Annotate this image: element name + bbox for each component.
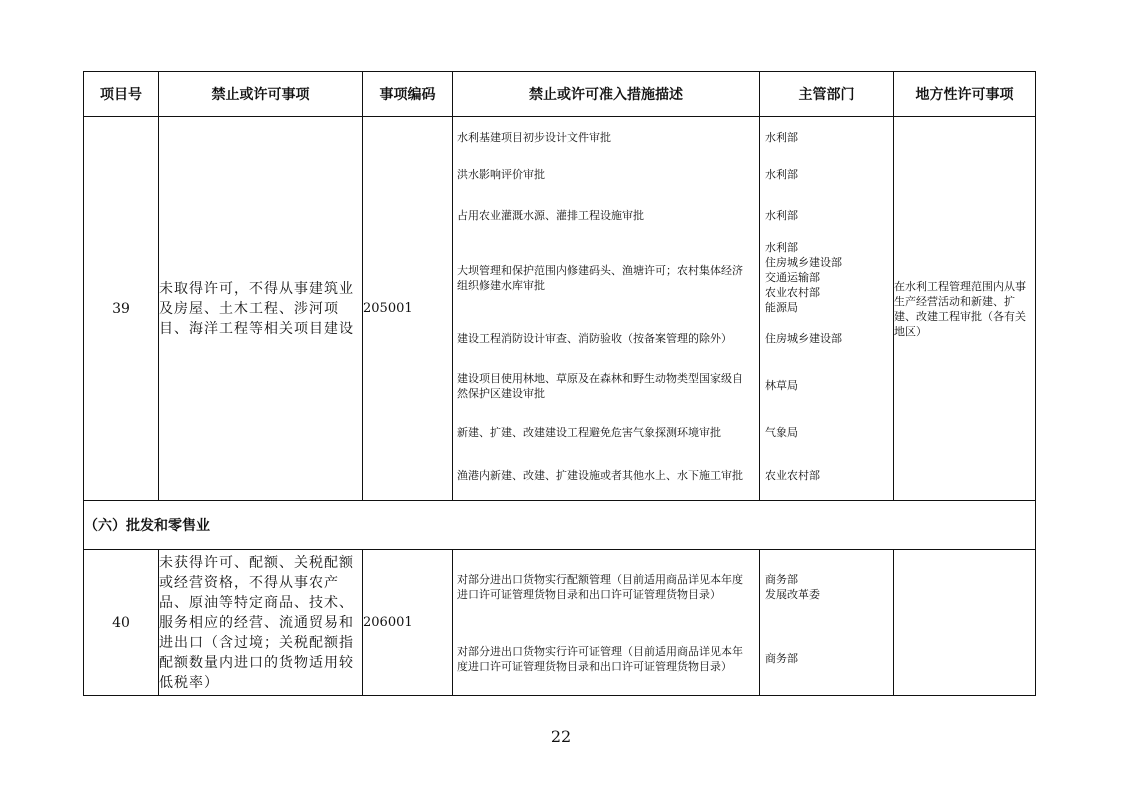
section-row bbox=[84, 501, 1036, 550]
measure-desc: 对部分进出口货物实行配额管理（目前适用商品详见本年度进口许可证管理货物目录和出口许可证管理货物目录） bbox=[457, 572, 743, 601]
item-code: 205001 bbox=[363, 117, 453, 501]
department: 林草局 bbox=[765, 379, 798, 392]
item-number: 39 bbox=[84, 117, 159, 501]
measure-desc: 建设工程消防设计审查、消防验收（按备案管理的除外） bbox=[457, 332, 732, 345]
measure-desc: 新建、扩建、改建建设工程避免危害气象探测环境审批 bbox=[457, 426, 721, 439]
measure-desc: 占用农业灌溉水源、灌排工程设施审批 bbox=[457, 209, 644, 222]
department: 农业农村部 bbox=[765, 469, 820, 482]
header-row bbox=[84, 72, 1036, 117]
department: 水利部 bbox=[765, 209, 798, 222]
table-row bbox=[84, 117, 1036, 501]
measure-list bbox=[453, 117, 760, 501]
header-local-permit: 地方性许可事项 bbox=[894, 72, 1036, 117]
measure-desc: 洪水影响评价审批 bbox=[457, 168, 545, 181]
department: 住房城乡建设部 bbox=[765, 332, 842, 345]
permit-table bbox=[83, 71, 1036, 696]
department-list bbox=[760, 117, 894, 501]
measure-desc: 大坝管理和保护范围内修建码头、渔塘许可；农村集体经济组织修建水库审批 bbox=[457, 263, 743, 292]
header-department: 主管部门 bbox=[760, 72, 894, 117]
measure-list bbox=[453, 550, 760, 696]
measure-desc: 水利基建项目初步设计文件审批 bbox=[457, 131, 611, 144]
measure-desc: 渔港内新建、改建、扩建设施或者其他水上、水下施工审批 bbox=[457, 469, 743, 482]
department: 水利部 住房城乡建设部 交通运输部 农业农村部 能源局 bbox=[765, 241, 842, 314]
local-permit: 在水利工程管理范围内从事生产经营活动和新建、扩建、改建工程审批（各有关地区） bbox=[894, 117, 1036, 501]
header-code: 事项编码 bbox=[363, 72, 453, 117]
header-item: 禁止或许可事项 bbox=[159, 72, 363, 117]
measure-desc: 建设项目使用林地、草原及在森林和野生动物类型国家级自然保护区建设审批 bbox=[457, 371, 743, 400]
department-list bbox=[760, 550, 894, 696]
table-row bbox=[84, 550, 1036, 696]
item-number: 40 bbox=[84, 550, 159, 696]
local-permit bbox=[894, 550, 1036, 696]
department: 商务部 发展改革委 bbox=[765, 572, 820, 601]
header-item-number: 项目号 bbox=[84, 72, 159, 117]
page-number: 22 bbox=[550, 727, 572, 746]
item-code: 206001 bbox=[363, 550, 453, 696]
department: 气象局 bbox=[765, 426, 798, 439]
measure-desc: 对部分进出口货物实行许可证管理（目前适用商品详见本年度进口许可证管理货物目录和出口许可证管理货物目录） bbox=[457, 644, 743, 673]
item-text: 未取得许可，不得从事建筑业及房屋、土木工程、涉河项目、海洋工程等相关项目建设 bbox=[159, 117, 363, 501]
department: 商务部 bbox=[765, 652, 798, 665]
header-measure-desc: 禁止或许可准入措施描述 bbox=[453, 72, 760, 117]
section-title: （六）批发和零售业 bbox=[84, 501, 1036, 550]
item-text: 未获得许可、配额、关税配额或经营资格，不得从事农产品、原油等特定商品、技术、服务相应的经营、流通贸易和进出口（含过境；关税配额指配额数量内进口的货物适用较低税率） bbox=[159, 550, 363, 696]
department: 水利部 bbox=[765, 168, 798, 181]
department: 水利部 bbox=[765, 131, 798, 144]
